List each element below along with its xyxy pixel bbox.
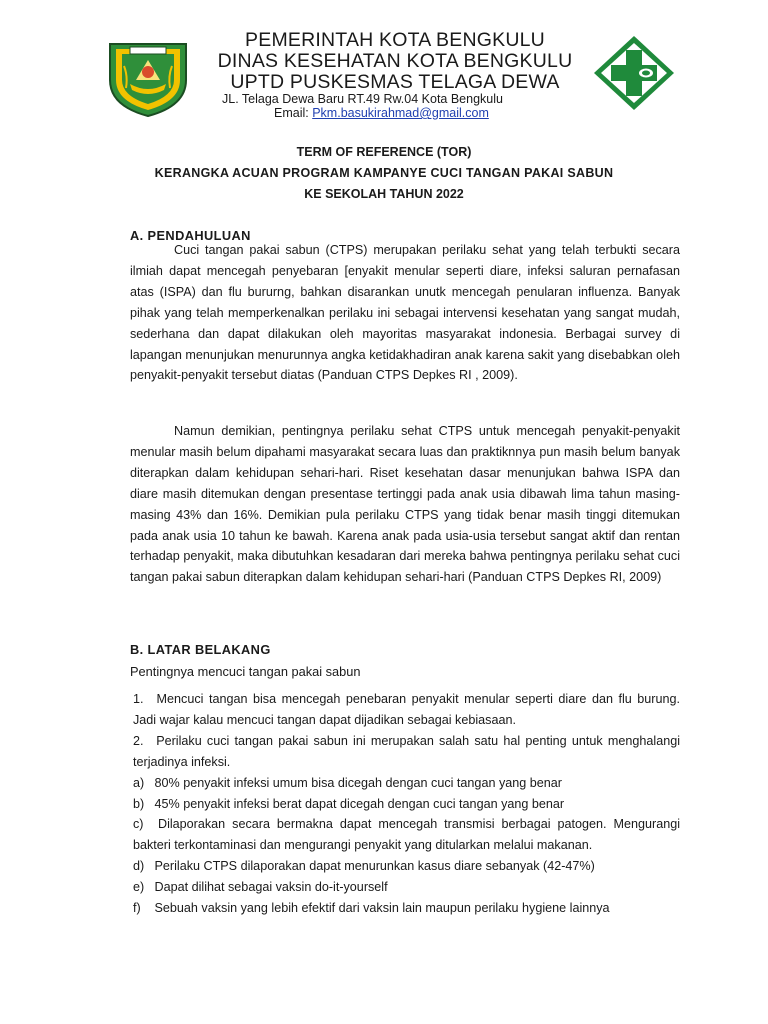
section-b-list [133, 689, 680, 919]
list-marker: f) [133, 901, 141, 916]
list-item-text: Dapat dilihat sebagai vaksin do-it-yourself [154, 880, 388, 895]
list-marker: e) [133, 880, 145, 895]
section-a-paragraph-1: Cuci tangan pakai sabun (CTPS) merupakan perilaku sehat yang telah terbukti secara ilmiah dapat mencegah penyebaran [enyakit menular seperti diare, infeksi saluran pernafasan atas (ISPA) dan flu bururng, bahkan disarankan unutk mencegah penularan influenza. Banyak pihak yang telah memperkenalkan perilaku ini sebagai intervensi kesehatan yang sangat mudah, sederhana dan dapat dilakukan oleh mayoritas masyarakat indonesia. Berbagai survey di lapangan menunjukan menurunnya angka ketidakhadiran anak karena sakit yang disebabkan oleh penyakit-penyakit tersebut diatas (Panduan CTPS Depkes RI , 2009). [130, 243, 680, 383]
list-marker: 2. [133, 733, 144, 748]
list-marker: c) [133, 817, 144, 832]
letterhead-line-1: PEMERINTAH KOTA BENGKULU [245, 29, 545, 51]
section-a-paragraph-2: Namun demikian, pentingnya perilaku sehat CTPS untuk mencegah penyakit-penyakit menular masih belum dipahami masyarakat secara luas dan praktiknnya pun masih belum banyak diterapkan dalam kehidupan sehari-hari. Riset kesehatan dasar menunjukan bahwa ISPA dan diare masih ditemukan dengan presentase tertinggi pada anak usia dibawah lima tahun masing-masing 43% dan 16%. Demikian pula perilaku CTPS yang tidak benar masih tinggi ditemukan pada anak usia 10 tahun ke bawah. Karena anak pada usia-usia tersebut sangat aktif dan rentan terhadap penyakit, maka dibutuhkan kesadaran dari mereka bahwa pentingnya perilaku sehat cuci tangan pakai sabun diterapkan dalam kehidupan sehari-hari (Panduan CTPS Depkes RI, 2009) [130, 424, 680, 585]
list-item-text: Perilaku cuci tangan pakai sabun ini merupakan salah satu hal penting untuk menghalangi terjadinya infeksi. [133, 733, 680, 769]
list-marker: 1. [133, 692, 144, 706]
list-item [133, 731, 680, 773]
section-a-heading: A. PENDAHULUAN [130, 228, 251, 243]
email-label: Email: [274, 106, 309, 120]
city-emblem-icon [104, 36, 192, 118]
list-item-text: Sebuah vaksin yang lebih efektif dari vaksin lain maupun perilaku hygiene lainnya [154, 901, 610, 916]
list-item-text: Perilaku CTPS dilaporakan dapat menurunkan kasus diare sebanyak (42-47%) [154, 859, 595, 874]
list-item-text: Mencuci tangan bisa mencegah penebaran penyakit menular seperti diare dan flu burung. Jadi wajar kalau mencuci tangan dapat dijadikan sebagai kebiasaan. [133, 692, 681, 727]
doc-subtitle-year: KE SEKOLAH TAHUN 2022 [304, 187, 464, 201]
letterhead-address: JL. Telaga Dewa Baru RT.49 Rw.04 Kota Bengkulu [222, 92, 503, 106]
list-item [133, 814, 680, 856]
section-b-subtitle: Pentingnya mencuci tangan pakai sabun [130, 664, 361, 679]
letterhead [200, 30, 590, 93]
puskesmas-cross-icon [592, 34, 676, 112]
section-b-heading: B. LATAR BELAKANG [130, 642, 271, 657]
list-marker: d) [133, 859, 145, 874]
list-item-text: 80% penyakit infeksi umum bisa dicegah dengan cuci tangan yang benar [154, 775, 562, 790]
list-item [133, 794, 680, 815]
list-marker: a) [133, 775, 145, 790]
list-item-text: 45% penyakit infeksi berat dapat dicegah dengan cuci tangan yang benar [154, 796, 565, 811]
list-item [133, 856, 680, 877]
list-item [133, 689, 680, 731]
email-link[interactable]: Pkm.basukirahmad@gmail.com [312, 106, 489, 120]
letterhead-line-3: UPTD PUSKESMAS TELAGA DEWA [230, 71, 560, 93]
list-item [133, 898, 680, 919]
letterhead-email [274, 106, 489, 120]
list-item [133, 877, 680, 898]
doc-subtitle: KERANGKA ACUAN PROGRAM KAMPANYE CUCI TANGAN PAKAI SABUN [154, 166, 614, 180]
list-item-text: Dilaporakan secara bermakna dapat mencegah transmisi berbagai patogen. Mengurangi bakteri terkontaminasi dan mengurangi penyakit yang ditularkan melalui makanan. [133, 817, 681, 853]
list-item [133, 773, 680, 794]
doc-title: TERM OF REFERENCE (TOR) [296, 145, 472, 159]
list-marker: b) [133, 796, 145, 811]
letterhead-line-2: DINAS KESEHATAN KOTA BENGKULU [217, 50, 573, 72]
